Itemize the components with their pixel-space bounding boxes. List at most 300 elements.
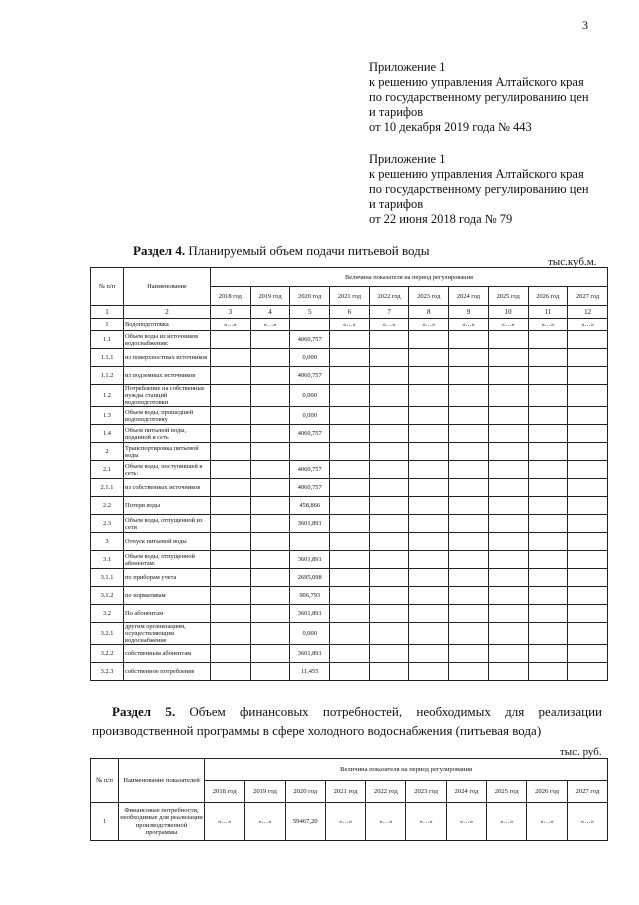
row-name: по нормативам xyxy=(124,587,211,605)
row-value xyxy=(330,515,370,533)
row-value xyxy=(369,407,409,425)
row-value xyxy=(211,551,251,569)
row-value xyxy=(211,645,251,663)
row-name: собственное потребление xyxy=(124,663,211,681)
row-value xyxy=(449,461,489,479)
page-number: 3 xyxy=(582,18,588,32)
row-number: 1.3 xyxy=(91,407,124,425)
row-value xyxy=(211,331,251,349)
row-value: «…» xyxy=(330,319,370,331)
row-value xyxy=(211,425,251,443)
annex-line: от 22 июня 2018 года № 79 xyxy=(369,212,513,226)
row-value: 3601,891 xyxy=(290,645,330,663)
row-value xyxy=(369,663,409,681)
row-value: 4060,757 xyxy=(290,479,330,497)
row-name: Потери воды xyxy=(124,497,211,515)
row-value xyxy=(449,663,489,681)
row-value xyxy=(449,497,489,515)
row-value xyxy=(250,587,290,605)
row-value xyxy=(449,551,489,569)
year-header: 2025 год xyxy=(488,287,528,306)
annex-line: к решению управления Алтайского края xyxy=(369,75,584,89)
row-value xyxy=(330,533,370,551)
row-value xyxy=(409,331,449,349)
row-number: 2.1.1 xyxy=(91,479,124,497)
year-header: 2024 год xyxy=(446,781,486,803)
row-number: 1.1 xyxy=(91,331,124,349)
year-header: 2018 год xyxy=(205,781,245,803)
row-value xyxy=(568,587,608,605)
row-value xyxy=(488,349,528,367)
row-value xyxy=(250,349,290,367)
row-value: «…» xyxy=(446,803,486,841)
row-value: «…» xyxy=(449,319,489,331)
row-value xyxy=(409,605,449,623)
row-value xyxy=(409,663,449,681)
row-value: 3601,891 xyxy=(290,515,330,533)
year-header: 2025 год xyxy=(487,781,527,803)
row-name: Объем воды, поступившей в сеть: xyxy=(124,461,211,479)
row-value xyxy=(528,331,568,349)
row-value xyxy=(568,425,608,443)
row-value xyxy=(528,367,568,385)
row-value xyxy=(528,461,568,479)
row-value xyxy=(488,331,528,349)
row-value: «…» xyxy=(406,803,446,841)
row-value xyxy=(330,385,370,407)
header-name: Наименование показателей xyxy=(119,759,205,803)
row-value xyxy=(568,367,608,385)
year-header: 2026 год xyxy=(528,287,568,306)
row-value xyxy=(528,533,568,551)
row-name: Объем воды, прошедшей водоподготовку xyxy=(124,407,211,425)
row-value xyxy=(211,587,251,605)
row-number: 2.1 xyxy=(91,461,124,479)
row-value xyxy=(369,367,409,385)
row-value xyxy=(409,645,449,663)
row-value xyxy=(409,515,449,533)
row-value xyxy=(250,569,290,587)
row-value xyxy=(568,443,608,461)
row-value xyxy=(369,569,409,587)
row-value xyxy=(528,605,568,623)
annex-line: к решению управления Алтайского края xyxy=(369,167,584,181)
annex-line: Приложение 1 xyxy=(369,152,446,166)
row-value: «…» xyxy=(568,319,608,331)
row-value xyxy=(449,349,489,367)
row-value: «…» xyxy=(409,319,449,331)
row-value xyxy=(409,349,449,367)
table-row xyxy=(91,551,608,569)
row-value xyxy=(369,605,409,623)
table-row xyxy=(91,331,608,349)
row-value: «…» xyxy=(527,803,567,841)
row-value: 4060,757 xyxy=(290,425,330,443)
row-value xyxy=(449,645,489,663)
row-value xyxy=(330,425,370,443)
row-number: 1 xyxy=(91,803,119,841)
row-value xyxy=(488,663,528,681)
row-value xyxy=(369,443,409,461)
row-value xyxy=(488,385,528,407)
row-name: Объем воды из источников водоснабжения: xyxy=(124,331,211,349)
row-value xyxy=(409,461,449,479)
row-value xyxy=(568,349,608,367)
row-value xyxy=(409,425,449,443)
year-header: 2022 год xyxy=(366,781,406,803)
row-value xyxy=(528,443,568,461)
column-number: 1 xyxy=(91,306,124,319)
row-value xyxy=(211,569,251,587)
row-value xyxy=(488,443,528,461)
row-value: 458,866 xyxy=(290,497,330,515)
row-value xyxy=(330,497,370,515)
row-value xyxy=(528,349,568,367)
row-value: 0,000 xyxy=(290,407,330,425)
row-number: 3.2.2 xyxy=(91,645,124,663)
row-number: 1.2 xyxy=(91,385,124,407)
row-number: 1 xyxy=(91,319,124,331)
row-value xyxy=(290,443,330,461)
section4-title-text: Планируемый объем подачи питьевой воды xyxy=(185,243,430,258)
row-value xyxy=(488,479,528,497)
row-value xyxy=(409,533,449,551)
row-value xyxy=(250,331,290,349)
table-row xyxy=(91,385,608,407)
annex-line: и тарифов xyxy=(369,197,424,211)
row-value xyxy=(449,367,489,385)
row-value: «…» xyxy=(205,803,245,841)
row-value xyxy=(369,385,409,407)
row-number: 1.1.1 xyxy=(91,349,124,367)
row-name: Объем воды, отпущенной абонентам: xyxy=(124,551,211,569)
row-value xyxy=(250,663,290,681)
row-value xyxy=(449,569,489,587)
row-value: «…» xyxy=(567,803,607,841)
column-number: 11 xyxy=(528,306,568,319)
row-value xyxy=(250,443,290,461)
row-name: Объем воды, отпущенной из сети xyxy=(124,515,211,533)
row-value xyxy=(449,331,489,349)
row-value xyxy=(568,331,608,349)
row-value xyxy=(568,569,608,587)
row-value xyxy=(369,331,409,349)
row-value xyxy=(528,407,568,425)
row-value xyxy=(330,663,370,681)
column-number: 12 xyxy=(568,306,608,319)
section4-title xyxy=(133,243,430,259)
annex-line: по государственному регулированию цен xyxy=(369,182,589,196)
row-value xyxy=(568,551,608,569)
table-row xyxy=(91,407,608,425)
row-name: из подземных источников xyxy=(124,367,211,385)
row-value xyxy=(369,497,409,515)
row-value: 0,000 xyxy=(290,385,330,407)
row-value xyxy=(211,461,251,479)
row-value xyxy=(449,425,489,443)
table-row xyxy=(91,803,608,841)
row-value: «…» xyxy=(528,319,568,331)
row-value xyxy=(409,569,449,587)
table-row xyxy=(91,587,608,605)
row-value xyxy=(330,587,370,605)
row-value: «…» xyxy=(245,803,285,841)
row-number: 3.2.1 xyxy=(91,623,124,645)
row-value xyxy=(330,605,370,623)
year-header: 2018 год xyxy=(211,287,251,306)
row-value xyxy=(528,479,568,497)
row-value: «…» xyxy=(366,803,406,841)
row-value: 3601,891 xyxy=(290,551,330,569)
row-value xyxy=(250,497,290,515)
row-value xyxy=(330,551,370,569)
row-value xyxy=(250,385,290,407)
row-value xyxy=(369,645,409,663)
column-number: 10 xyxy=(488,306,528,319)
row-value: 0,000 xyxy=(290,349,330,367)
row-value xyxy=(568,497,608,515)
year-header: 2020 год xyxy=(290,287,330,306)
table-row xyxy=(91,425,608,443)
row-value: 11,455 xyxy=(290,663,330,681)
row-value xyxy=(488,587,528,605)
row-value xyxy=(528,551,568,569)
row-value xyxy=(528,623,568,645)
row-number: 3.2 xyxy=(91,605,124,623)
row-number: 1.4 xyxy=(91,425,124,443)
row-value xyxy=(488,497,528,515)
row-value xyxy=(449,605,489,623)
year-header: 2024 год xyxy=(449,287,489,306)
row-value xyxy=(330,623,370,645)
row-value: «…» xyxy=(369,319,409,331)
row-value xyxy=(449,533,489,551)
year-header: 2023 год xyxy=(406,781,446,803)
row-value xyxy=(488,551,528,569)
row-number: 3.1.1 xyxy=(91,569,124,587)
row-number: 2.2 xyxy=(91,497,124,515)
row-value xyxy=(369,425,409,443)
annex-previous xyxy=(369,152,631,227)
table-row xyxy=(91,497,608,515)
row-value xyxy=(211,533,251,551)
row-value: «…» xyxy=(250,319,290,331)
row-name: Отпуск питьевой воды xyxy=(124,533,211,551)
row-value xyxy=(528,425,568,443)
row-value xyxy=(528,663,568,681)
row-value xyxy=(488,425,528,443)
header-num: № п/п xyxy=(91,268,124,306)
row-value xyxy=(409,587,449,605)
row-value xyxy=(250,533,290,551)
section4-title-bold: Раздел 4. xyxy=(133,243,186,258)
row-value: 4060,757 xyxy=(290,367,330,385)
column-number: 3 xyxy=(211,306,251,319)
row-value xyxy=(250,515,290,533)
row-value xyxy=(449,479,489,497)
row-value xyxy=(488,515,528,533)
row-value xyxy=(568,663,608,681)
row-value: «…» xyxy=(488,319,528,331)
row-value xyxy=(369,349,409,367)
table-row xyxy=(91,623,608,645)
section4-unit: тыс.куб.м. xyxy=(548,256,597,268)
row-value xyxy=(409,385,449,407)
row-name: из поверхностных источников xyxy=(124,349,211,367)
row-value xyxy=(488,623,528,645)
row-value xyxy=(488,569,528,587)
row-value xyxy=(528,385,568,407)
section5-title xyxy=(92,702,602,740)
row-value xyxy=(211,349,251,367)
row-value xyxy=(369,461,409,479)
table-row xyxy=(91,605,608,623)
row-name: По абонентам xyxy=(124,605,211,623)
row-value xyxy=(330,331,370,349)
column-number: 5 xyxy=(290,306,330,319)
row-number: 3.2.3 xyxy=(91,663,124,681)
section5-title-text: Объем финансовых потребностей, необходимых для реализации производственной программы в сфере холодного водоснабжения (питьевая вода) xyxy=(92,704,602,738)
row-value xyxy=(250,551,290,569)
table-row xyxy=(91,515,608,533)
header-name: Наименование xyxy=(124,268,211,306)
row-value: 3601,891 xyxy=(290,605,330,623)
row-value xyxy=(488,605,528,623)
row-value xyxy=(568,385,608,407)
year-header: 2019 год xyxy=(245,781,285,803)
row-number: 2.3 xyxy=(91,515,124,533)
row-value xyxy=(330,461,370,479)
year-header: 2019 год xyxy=(250,287,290,306)
row-value xyxy=(250,425,290,443)
row-value xyxy=(409,443,449,461)
row-value xyxy=(290,319,330,331)
row-name: из собственных источников xyxy=(124,479,211,497)
row-value: 4060,757 xyxy=(290,461,330,479)
row-value xyxy=(488,533,528,551)
row-value xyxy=(290,533,330,551)
row-value xyxy=(250,461,290,479)
row-value xyxy=(528,497,568,515)
row-name: Финансовые потребности, необходимые для реализации производственной программы xyxy=(119,803,205,841)
row-name: по приборам учета xyxy=(124,569,211,587)
row-value xyxy=(409,407,449,425)
row-value xyxy=(211,605,251,623)
row-value xyxy=(211,497,251,515)
row-name: Водоподготовка xyxy=(124,319,211,331)
year-header: 2020 год xyxy=(285,781,325,803)
column-number: 9 xyxy=(449,306,489,319)
table-row xyxy=(91,663,608,681)
row-value xyxy=(211,407,251,425)
row-value: «…» xyxy=(487,803,527,841)
year-header: 2027 год xyxy=(568,287,608,306)
row-value xyxy=(211,367,251,385)
year-header: 2021 год xyxy=(330,287,370,306)
row-value xyxy=(330,479,370,497)
section5-unit: тыс. руб. xyxy=(560,746,602,758)
row-value xyxy=(409,551,449,569)
row-value xyxy=(528,515,568,533)
year-header: 2023 год xyxy=(409,287,449,306)
table-row xyxy=(91,349,608,367)
row-value xyxy=(211,443,251,461)
row-value xyxy=(568,605,608,623)
row-value xyxy=(568,479,608,497)
table-row xyxy=(91,443,608,461)
table-row xyxy=(91,367,608,385)
year-header: 2027 год xyxy=(567,781,607,803)
table-row xyxy=(91,569,608,587)
row-value xyxy=(409,497,449,515)
annex-line: и тарифов xyxy=(369,105,424,119)
header-period: Величина показателя на период регулирования xyxy=(211,268,608,287)
table-row xyxy=(91,479,608,497)
row-value xyxy=(488,367,528,385)
row-name: Потребление на собственные нужды станций водоподготовки xyxy=(124,385,211,407)
row-value xyxy=(330,645,370,663)
header-period: Величина показателя на период регулирования xyxy=(205,759,608,781)
row-value xyxy=(250,407,290,425)
row-value xyxy=(369,623,409,645)
row-value xyxy=(449,385,489,407)
row-value xyxy=(330,367,370,385)
row-name: другим организациям, осуществляющим водоснабжение xyxy=(124,623,211,645)
row-number: 3.1.2 xyxy=(91,587,124,605)
row-value xyxy=(568,533,608,551)
row-value xyxy=(449,623,489,645)
row-value xyxy=(211,623,251,645)
row-value: 906,793 xyxy=(290,587,330,605)
row-value xyxy=(488,407,528,425)
annex-line: по государственному регулированию цен xyxy=(369,90,589,104)
row-value xyxy=(250,623,290,645)
row-value xyxy=(568,515,608,533)
section5-table xyxy=(90,758,608,841)
row-value xyxy=(409,367,449,385)
row-value xyxy=(211,663,251,681)
row-value xyxy=(568,461,608,479)
row-value xyxy=(330,407,370,425)
column-number: 7 xyxy=(369,306,409,319)
row-number: 1.1.2 xyxy=(91,367,124,385)
row-value xyxy=(528,645,568,663)
row-name: Объем питьевой воды, поданной в сеть xyxy=(124,425,211,443)
row-value xyxy=(330,569,370,587)
row-number: 2 xyxy=(91,443,124,461)
row-value xyxy=(409,479,449,497)
row-value: 4060,757 xyxy=(290,331,330,349)
annex-line: от 10 декабря 2019 года № 443 xyxy=(369,120,532,134)
row-value: 59467,20 xyxy=(285,803,325,841)
table-row xyxy=(91,319,608,331)
row-name: Транспортировка питьевой воды xyxy=(124,443,211,461)
row-value xyxy=(330,443,370,461)
row-value xyxy=(409,623,449,645)
row-value: 2695,098 xyxy=(290,569,330,587)
row-value xyxy=(250,367,290,385)
year-header: 2026 год xyxy=(527,781,567,803)
column-number: 4 xyxy=(250,306,290,319)
table-row xyxy=(91,645,608,663)
row-value xyxy=(330,349,370,367)
row-value xyxy=(250,605,290,623)
row-value: 0,000 xyxy=(290,623,330,645)
row-value xyxy=(250,479,290,497)
column-number: 8 xyxy=(409,306,449,319)
section5-title-bold: Раздел 5. xyxy=(112,704,176,719)
year-header: 2022 год xyxy=(369,287,409,306)
